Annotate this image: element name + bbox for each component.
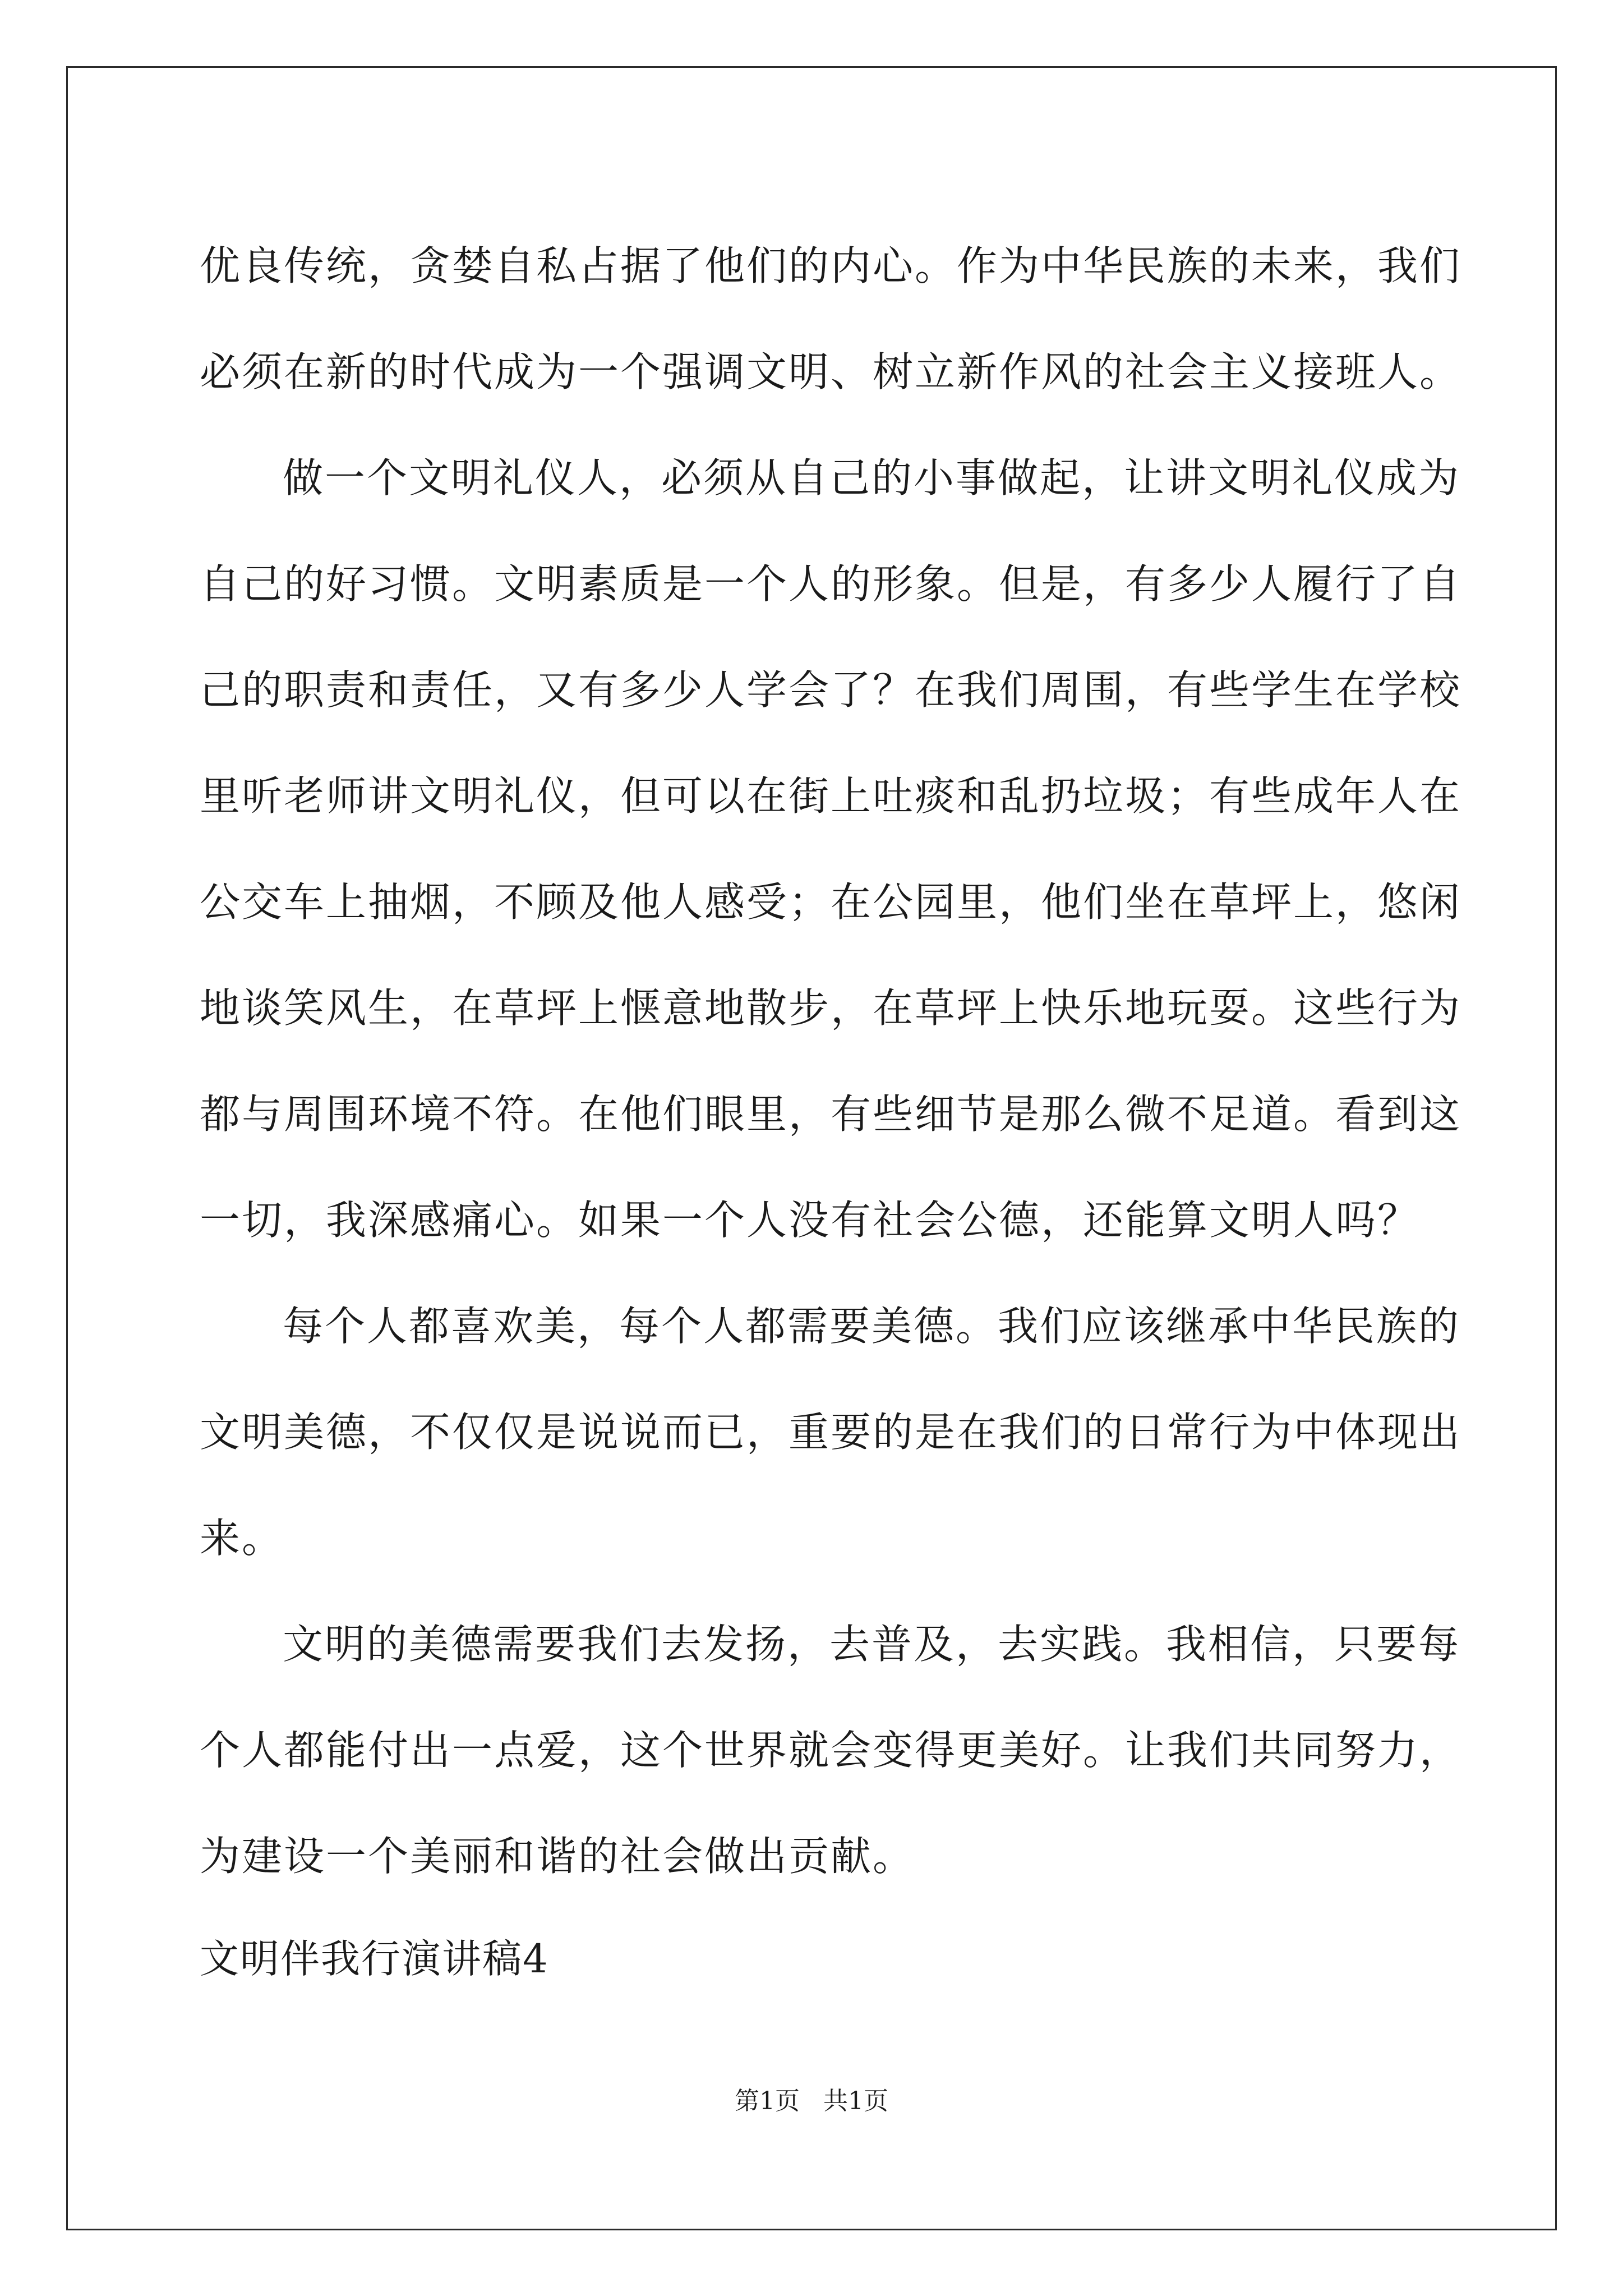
section-heading: 文明伴我行演讲稿4 xyxy=(200,1936,549,1982)
document-body xyxy=(200,213,1462,1910)
paragraph-start-line: 做一个文明礼仪人，必须从自己的小事做起，让讲文明礼仪成为 xyxy=(283,454,1461,501)
body-line: 个人都能付出一点爱，这个世界就会变得更美好。让我们共同努力， xyxy=(200,1727,1462,1774)
body-line: 公交车上抽烟，不顾及他人感受；在公园里，他们坐在草坪上，悠闲 xyxy=(200,878,1462,926)
body-line: 地谈笑风生，在草坪上惬意地散步，在草坪上快乐地玩耍。这些行为 xyxy=(200,984,1462,1032)
body-line: 自己的好习惯。文明素质是一个人的形象。但是，有多少人履行了自 xyxy=(200,560,1462,608)
body-line: 文明美德，不仅仅是说说而已，重要的是在我们的日常行为中体现出 xyxy=(200,1409,1462,1456)
body-line: 来。 xyxy=(200,1515,284,1562)
body-line: 里听老师讲文明礼仪，但可以在街上吐痰和乱扔垃圾；有些成年人在 xyxy=(200,772,1462,820)
body-line: 己的职责和责任，又有多少人学会了？在我们周围，有些学生在学校 xyxy=(200,666,1462,714)
body-line: 为建设一个美丽和谐的社会做出贡献。 xyxy=(200,1833,915,1880)
body-line: 一切，我深感痛心。如果一个人没有社会公德，还能算文明人吗？ xyxy=(200,1197,1420,1244)
body-line: 都与周围环境不符。在他们眼里，有些细节是那么微不足道。看到这 xyxy=(200,1091,1462,1138)
body-line: 必须在新的时代成为一个强调文明、树立新作风的社会主义接班人。 xyxy=(200,348,1462,395)
body-line: 优良传统，贪婪自私占据了他们的内心。作为中华民族的未来，我们 xyxy=(200,242,1462,289)
page-footer: 第1页 共1页 xyxy=(735,2087,888,2115)
paragraph-start-line: 每个人都喜欢美，每个人都需要美德。我们应该继承中华民族的 xyxy=(283,1303,1461,1350)
paragraph-start-line: 文明的美德需要我们去发扬，去普及，去实践。我相信，只要每 xyxy=(283,1621,1461,1668)
